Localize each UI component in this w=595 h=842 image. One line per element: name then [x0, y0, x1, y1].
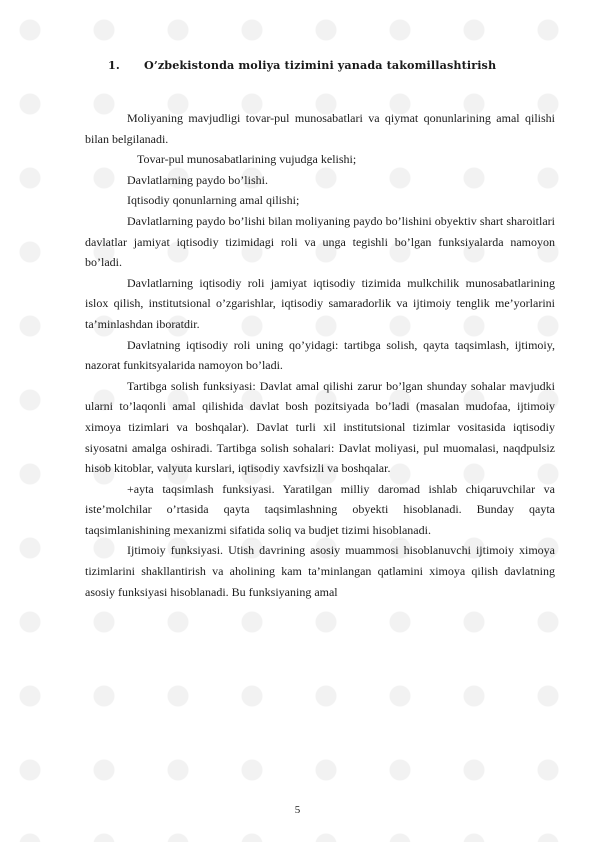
paragraph: Davlatlarning iqtisodiy roli jamiyat iqtisodiy tizimida mulkchilik munosabatlarining islox qilish, institutsional o’zgarishlar, iqtisodiy samaradorlik va ijtimoiy tenglik me’yorlarini ta’minlashdan iboratdir.: [85, 275, 555, 331]
section-number: 1.: [108, 58, 120, 72]
paragraph: Moliyaning mavjudligi tovar-pul munosabatlari va qiymat qonunlarining amal qilishi bilan belgilanadi.: [85, 111, 555, 146]
page-number: 5: [294, 804, 301, 816]
paragraph: Ijtimoiy funksiyasi. Utish davrining asosiy muammosi hisoblanuvchi ijtimoiy ximoya tizimlarini shakllantirish va aholining kam ta’minlangan qatlamini ximoya qilish davlatning asosiy funksiyasi hisoblanadi. Bu funksiyaning amal: [85, 543, 555, 599]
paragraph: Davlatning iqtisodiy roli uning qo’yidagi: tartibga solish, qayta taqsimlash, ijtimoiy, nazorat funkitsyalarida namoyon bo’ladi.: [85, 337, 555, 373]
section-heading: [108, 58, 568, 72]
paragraph: Tovar-pul munosabatlarining vujudga kelishi;: [137, 152, 357, 167]
section-title: O’zbekistonda moliya tizimini yanada takomillashtirish: [144, 58, 497, 72]
paragraph: Davlatlarning paydo bo’lishi bilan moliyaning paydo bo’lishini obyektiv shart sharoitlari davlatlar jamiyat iqtisodiy tizimidagi roli va unga tegishli bo’lgan funksiyalarda namoyon bo’ladi.: [85, 213, 555, 270]
paragraph: Tartibga solish funksiyasi: Davlat amal qilishi zarur bo’lgan shunday sohalar mavjudki ularni to’laqonli amal qilishida davlat bosh pozitsiyada bo’ladi (masalan mudofaa, ijtimoiy ximoya tizimlari va boshqalar). Davlat turli xil institutsional tizimlar vositasida iqtisodiy siyosatni amalga oshiradi. Tartibga solish sohalari: Davlat moliyasi, pul muomalasi, naqdpulsiz hisob kitoblar, valyuta kurslari, iqtisodiy xavfsizli va boshqalar.: [85, 378, 555, 476]
paragraph: +ayta taqsimlash funksiyasi. Yaratilgan milliy daromad ishlab chiqaruvchilar va iste’molchilar o’rtasida qayta taqsimlashning obyekti hisoblanadi. Bunday qayta taqsimlanishining mexanizmi sifatida soliq va budjet tizimi hisoblanadi.: [85, 481, 555, 537]
body-text: [85, 108, 555, 602]
paragraph: Davlatlarning paydo bo’lishi.: [127, 172, 268, 187]
paragraph: Iqtisodiy qonunlarning amal qilishi;: [127, 193, 300, 208]
